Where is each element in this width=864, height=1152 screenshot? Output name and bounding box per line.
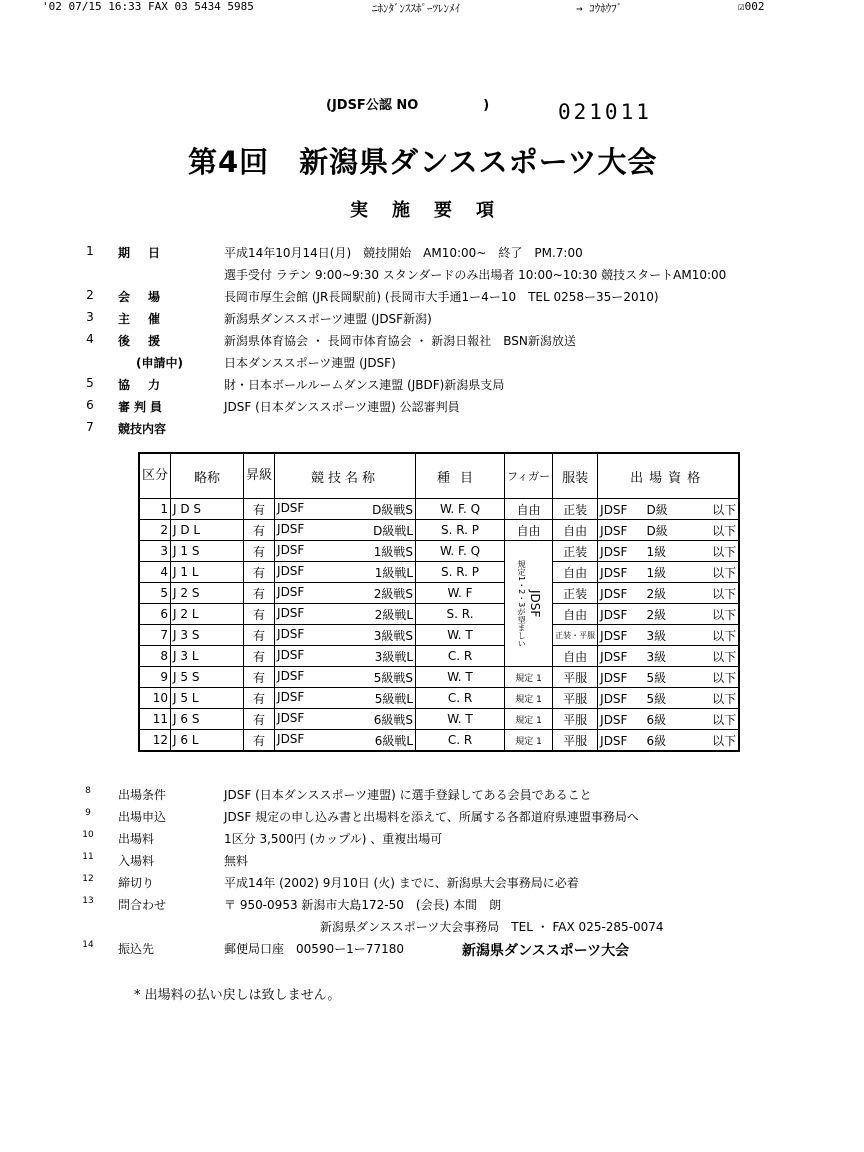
- postal-account: 郵便局口座 00590ー1ー77180: [224, 942, 404, 956]
- row-competition-name: [275, 730, 416, 752]
- row-code: J 1 S: [171, 541, 244, 562]
- item-label: 出場料: [118, 832, 155, 846]
- row-q-org: JDSF: [600, 733, 628, 748]
- row-dress: 自由: [553, 520, 598, 541]
- item-value: JDSF (日本ダンススポーツ連盟) に選手登録してある会員であること: [224, 788, 592, 802]
- row-grade: D級戦S: [372, 502, 414, 517]
- item-label: 入場料: [118, 854, 155, 868]
- item-number: 1: [86, 244, 94, 258]
- table-row: [139, 520, 739, 541]
- item-label: 会場: [118, 290, 179, 304]
- row-code: J 5 S: [171, 667, 244, 688]
- row-competition-name: [275, 625, 416, 646]
- row-number: 9: [139, 667, 171, 688]
- item-value: 平成14年 (2002) 9月10日 (火) までに、新潟県大会事務局に必着: [224, 876, 579, 890]
- row-promotion: 有: [244, 730, 275, 752]
- row-q-limit: 以下: [712, 670, 737, 685]
- row-q-org: JDSF: [600, 502, 628, 517]
- row-promotion: 有: [244, 688, 275, 709]
- row-q-limit: 以下: [712, 544, 737, 559]
- row-code: J 3 L: [171, 646, 244, 667]
- row-org: JDSF: [277, 542, 305, 557]
- row-q-limit: 以下: [712, 628, 737, 643]
- row-figure: 自由: [505, 520, 553, 541]
- row-promotion: 有: [244, 646, 275, 667]
- row-figure: 規定 1: [505, 730, 553, 752]
- row-event: W. F. Q: [416, 541, 505, 562]
- row-grade: 1級戦L: [374, 565, 414, 580]
- row-q-org: JDSF: [600, 649, 628, 664]
- row-event: S. R. P: [416, 562, 505, 583]
- row-grade: 5級戦S: [373, 670, 414, 685]
- row-figure: 規定 1: [505, 667, 553, 688]
- table-row: [139, 688, 739, 709]
- row-event: C. R: [416, 730, 505, 752]
- account-name: 新潟県ダンススポーツ大会: [462, 943, 630, 959]
- row-competition-name: [275, 520, 416, 541]
- row-qualification: [598, 667, 740, 688]
- row-q-org: JDSF: [600, 586, 628, 601]
- row-promotion: 有: [244, 667, 275, 688]
- row-competition-name: [275, 583, 416, 604]
- item-number: 14: [82, 940, 94, 950]
- item-label: 出場条件: [118, 788, 167, 802]
- row-q-limit: 以下: [712, 586, 737, 601]
- row-qualification: [598, 709, 740, 730]
- row-qualification: [598, 562, 740, 583]
- row-q-limit: 以下: [712, 733, 737, 748]
- item-label: 振込先: [118, 942, 155, 956]
- row-grade: 3級戦S: [373, 628, 414, 643]
- row-q-limit: 以下: [712, 523, 737, 538]
- row-q-grade: 6級: [646, 733, 667, 748]
- table-row: [139, 499, 739, 520]
- row-event: W. T: [416, 709, 505, 730]
- row-grade: 6級戦S: [373, 712, 414, 727]
- row-q-org: JDSF: [600, 691, 628, 706]
- item-value: 長岡市厚生会館 (JR長岡駅前) (長岡市大手通1ー4ー10 TEL 0258ー35ー2010): [224, 290, 659, 304]
- item-value: 無料: [224, 854, 249, 868]
- row-q-limit: 以下: [712, 502, 737, 517]
- row-code: J 2 S: [171, 583, 244, 604]
- row-q-grade: 1級: [646, 544, 667, 559]
- item-number: 13: [82, 896, 94, 906]
- row-org: JDSF: [277, 500, 305, 515]
- row-code: J 6 L: [171, 730, 244, 752]
- item-number: 11: [82, 852, 94, 862]
- row-promotion: 有: [244, 583, 275, 604]
- item-label: 審判員: [118, 400, 167, 414]
- table-row: [139, 541, 739, 562]
- row-event: W. F: [416, 583, 505, 604]
- item-label: 競技内容: [118, 422, 167, 436]
- row-event: W. F. Q: [416, 499, 505, 520]
- row-grade: 2級戦L: [374, 607, 414, 622]
- table-row: [139, 709, 739, 730]
- table-row: [139, 562, 739, 583]
- row-q-org: JDSF: [600, 523, 628, 538]
- row-number: 4: [139, 562, 171, 583]
- row-q-grade: D級: [646, 523, 668, 538]
- row-qualification: [598, 583, 740, 604]
- row-promotion: 有: [244, 520, 275, 541]
- header-figure: フィガー: [505, 453, 553, 499]
- row-q-limit: 以下: [712, 649, 737, 664]
- table-row: [139, 667, 739, 688]
- fax-destination: → ｺｳﾎｳﾌﾞ: [576, 2, 623, 15]
- row-q-grade: 5級: [646, 670, 667, 685]
- row-q-grade: 2級: [646, 607, 667, 622]
- row-dress: 正装: [553, 499, 598, 520]
- item-number: 5: [86, 376, 94, 390]
- row-promotion: 有: [244, 625, 275, 646]
- row-q-org: JDSF: [600, 544, 628, 559]
- row-q-grade: D級: [646, 502, 668, 517]
- row-qualification: [598, 520, 740, 541]
- item-number: 7: [86, 420, 94, 434]
- row-event: S. R. P: [416, 520, 505, 541]
- row-org: JDSF: [277, 521, 305, 536]
- row-code: J 5 L: [171, 688, 244, 709]
- item-value: 財・日本ボールルームダンス連盟 (JBDF)新潟県支局: [224, 378, 505, 392]
- row-number: 7: [139, 625, 171, 646]
- item-label: 主催: [118, 312, 179, 326]
- row-q-limit: 以下: [712, 712, 737, 727]
- page-title: 第4回 新潟県ダンススポーツ大会: [188, 145, 658, 179]
- item-value: 選手受付 ラテン 9:00~9:30 スタンダードのみ出場者 10:00~10:30 競技スタートAM10:00: [224, 268, 727, 282]
- row-q-org: JDSF: [600, 565, 628, 580]
- approval-number: (JDSF公認 NO ): [326, 98, 490, 113]
- row-event: S. R.: [416, 604, 505, 625]
- jdsf-note-title: JDSF: [528, 589, 543, 618]
- row-grade: D級戦L: [373, 523, 414, 538]
- item-label: 締切り: [118, 876, 155, 890]
- item-value: 新潟県ダンススポーツ連盟 (JDSF新潟): [224, 312, 432, 326]
- row-q-limit: 以下: [712, 565, 737, 580]
- row-org: JDSF: [277, 626, 305, 641]
- row-q-grade: 3級: [646, 628, 667, 643]
- row-promotion: 有: [244, 709, 275, 730]
- row-dress: 平服: [553, 667, 598, 688]
- row-q-grade: 2級: [646, 586, 667, 601]
- row-competition-name: [275, 646, 416, 667]
- table-row: [139, 625, 739, 646]
- header-event: 種目: [416, 453, 505, 499]
- item-number: 8: [85, 786, 91, 796]
- item-value: 平成14年10月14日(月) 競技開始 AM10:00~ 終了 PM.7:00: [224, 246, 583, 260]
- item-label: 問合わせ: [118, 898, 167, 912]
- figure-jdsf-note: [505, 541, 553, 667]
- table-row: [139, 730, 739, 752]
- row-competition-name: [275, 541, 416, 562]
- row-q-limit: 以下: [712, 607, 737, 622]
- header-abbreviation: 略称: [171, 453, 244, 499]
- row-dress: 正装: [553, 541, 598, 562]
- row-number: 12: [139, 730, 171, 752]
- table-row: [139, 604, 739, 625]
- row-figure: 自由: [505, 499, 553, 520]
- row-competition-name: [275, 709, 416, 730]
- fax-page: ☑002: [738, 0, 765, 13]
- item-number: 9: [85, 808, 91, 818]
- row-number: 1: [139, 499, 171, 520]
- row-competition-name: [275, 499, 416, 520]
- row-q-grade: 1級: [646, 565, 667, 580]
- item-label: 協力: [118, 378, 179, 392]
- fax-datetime: '02 07/15 16:33 FAX 03 5434 5985: [42, 0, 254, 13]
- row-q-org: JDSF: [600, 712, 628, 727]
- row-org: JDSF: [277, 731, 305, 746]
- row-code: J D L: [171, 520, 244, 541]
- row-dress: 自由: [553, 562, 598, 583]
- item-number: 10: [82, 830, 94, 840]
- row-qualification: [598, 604, 740, 625]
- row-number: 11: [139, 709, 171, 730]
- row-grade: 1級戦S: [373, 544, 414, 559]
- row-qualification: [598, 541, 740, 562]
- jdsf-note-text: 規定1・2・3が望ましい: [517, 559, 527, 648]
- row-q-org: JDSF: [600, 607, 628, 622]
- item-value: 新潟県体育協会 ・ 長岡市体育協会 ・ 新潟日報社 BSN新潟放送: [224, 334, 576, 348]
- row-q-org: JDSF: [600, 628, 628, 643]
- row-dress: 正装: [553, 583, 598, 604]
- item-value: 1区分 3,500円 (カップル) 、重複出場可: [224, 832, 443, 846]
- item-label: 後援: [118, 334, 179, 348]
- row-competition-name: [275, 562, 416, 583]
- row-event: W. T: [416, 625, 505, 646]
- item-value: JDSF (日本ダンススポーツ連盟) 公認審判員: [224, 400, 460, 414]
- row-event: W. T: [416, 667, 505, 688]
- header-promotion: 昇級: [244, 453, 275, 499]
- row-event: C. R: [416, 688, 505, 709]
- row-competition-name: [275, 667, 416, 688]
- row-dress: 平服: [553, 709, 598, 730]
- competition-table: [138, 452, 740, 752]
- row-competition-name: [275, 604, 416, 625]
- row-code: J 2 L: [171, 604, 244, 625]
- row-qualification: [598, 625, 740, 646]
- refund-note: * 出場料の払い戻しは致しません。: [134, 988, 341, 1003]
- row-code: J 6 S: [171, 709, 244, 730]
- row-qualification: [598, 646, 740, 667]
- table-row: [139, 646, 739, 667]
- row-qualification: [598, 688, 740, 709]
- item-number: 12: [82, 874, 94, 884]
- row-number: 10: [139, 688, 171, 709]
- row-org: JDSF: [277, 710, 305, 725]
- row-figure: 規定 1: [505, 709, 553, 730]
- item-label: 期日: [118, 246, 179, 260]
- row-number: 3: [139, 541, 171, 562]
- row-q-grade: 3級: [646, 649, 667, 664]
- row-org: JDSF: [277, 584, 305, 599]
- row-q-grade: 5級: [646, 691, 667, 706]
- row-q-org: JDSF: [600, 670, 628, 685]
- row-competition-name: [275, 688, 416, 709]
- row-promotion: 有: [244, 604, 275, 625]
- item-value: 〒 950-0953 新潟市大島172-50 (会長) 本間 朗: [224, 898, 502, 912]
- row-code: J 1 L: [171, 562, 244, 583]
- fax-sender: ﾆﾎﾝﾀﾞﾝｽｽﾎﾟｰﾂﾚﾝﾒｲ: [372, 2, 460, 15]
- item-label: (申請中): [136, 356, 183, 370]
- row-number: 5: [139, 583, 171, 604]
- row-event: C. R: [416, 646, 505, 667]
- row-grade: 3級戦L: [374, 649, 414, 664]
- row-promotion: 有: [244, 499, 275, 520]
- row-figure: 規定 1: [505, 688, 553, 709]
- office-contact: 新潟県ダンススポーツ大会事務局 TEL ・ FAX 025-285-0074: [320, 920, 664, 934]
- item-number: 2: [86, 288, 94, 302]
- row-org: JDSF: [277, 689, 305, 704]
- header-competition-name: 競技名称: [275, 453, 416, 499]
- row-q-grade: 6級: [646, 712, 667, 727]
- row-org: JDSF: [277, 605, 305, 620]
- item-number: 6: [86, 398, 94, 412]
- page-subtitle: 実施要項: [350, 200, 518, 221]
- row-org: JDSF: [277, 563, 305, 578]
- item-label: 出場申込: [118, 810, 167, 824]
- row-grade: 2級戦S: [373, 586, 414, 601]
- row-code: J D S: [171, 499, 244, 520]
- row-org: JDSF: [277, 647, 305, 662]
- header-category: 区分: [139, 453, 171, 499]
- row-promotion: 有: [244, 541, 275, 562]
- item-value: 日本ダンススポーツ連盟 (JDSF): [224, 356, 396, 370]
- document-number: 021011: [558, 100, 652, 124]
- row-grade: 6級戦L: [374, 733, 414, 748]
- row-qualification: [598, 499, 740, 520]
- row-dress: 正装・平服: [553, 625, 598, 646]
- row-number: 2: [139, 520, 171, 541]
- row-dress: 自由: [553, 646, 598, 667]
- table-row: [139, 583, 739, 604]
- row-dress: 平服: [553, 730, 598, 752]
- table-header-row: [139, 453, 739, 499]
- header-qualification: 出場資格: [598, 453, 740, 499]
- row-promotion: 有: [244, 562, 275, 583]
- row-number: 8: [139, 646, 171, 667]
- item-number: 3: [86, 310, 94, 324]
- row-dress: 自由: [553, 604, 598, 625]
- row-grade: 5級戦L: [374, 691, 414, 706]
- row-number: 6: [139, 604, 171, 625]
- row-q-limit: 以下: [712, 691, 737, 706]
- item-value: JDSF 規定の申し込み書と出場料を添えて、所属する各都道府県連盟事務局へ: [224, 810, 639, 824]
- item-number: 4: [86, 332, 94, 346]
- header-dress: 服装: [553, 453, 598, 499]
- row-code: J 3 S: [171, 625, 244, 646]
- row-dress: 平服: [553, 688, 598, 709]
- row-org: JDSF: [277, 668, 305, 683]
- row-qualification: [598, 730, 740, 752]
